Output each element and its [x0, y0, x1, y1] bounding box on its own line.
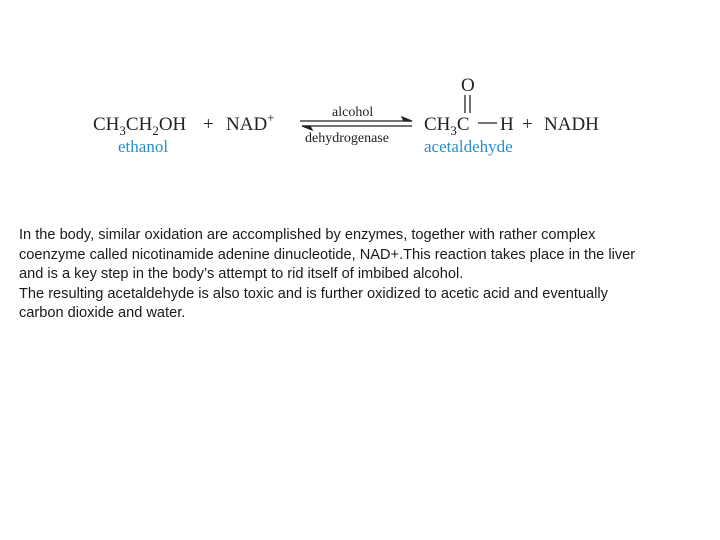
aldehyde-hydrogen: H [500, 114, 514, 135]
nad-plus-formula: NAD+ [226, 110, 275, 135]
ethanol-formula: $CH_3CH_2OH$ [93, 114, 187, 138]
paragraph-line: coenzyme called nicotinamide adenine dinucleotide, NAD+.This reaction takes place in the liver [19, 246, 636, 263]
plus-sign: + [203, 114, 214, 135]
carbonyl-oxygen: O [461, 75, 475, 96]
explanation-paragraph [19, 226, 709, 324]
double-bond-icon [465, 95, 470, 113]
reaction-equation [0, 0, 720, 180]
ethanol-label: ethanol [118, 137, 169, 156]
paragraph-line: carbon dioxide and water. [19, 305, 186, 322]
plus-sign-2: + [522, 114, 533, 135]
acetaldehyde-formula: $CH_3C$ [424, 114, 470, 138]
enzyme-label-dehydrogenase: dehydrogenase [305, 131, 389, 146]
acetaldehyde-label: acetaldehyde [424, 137, 513, 156]
enzyme-label-alcohol: alcohol [332, 105, 374, 120]
nadh-formula: NADH [544, 114, 599, 135]
paragraph-line: and is a key step in the body’s attempt to rid itself of imbibed alcohol. [19, 266, 464, 283]
paragraph-line: The resulting acetaldehyde is also toxic and is further oxidized to acetic acid and eventually [19, 285, 608, 302]
paragraph-line: In the body, similar oxidation are accomplished by enzymes, together with rather complex [19, 227, 596, 243]
